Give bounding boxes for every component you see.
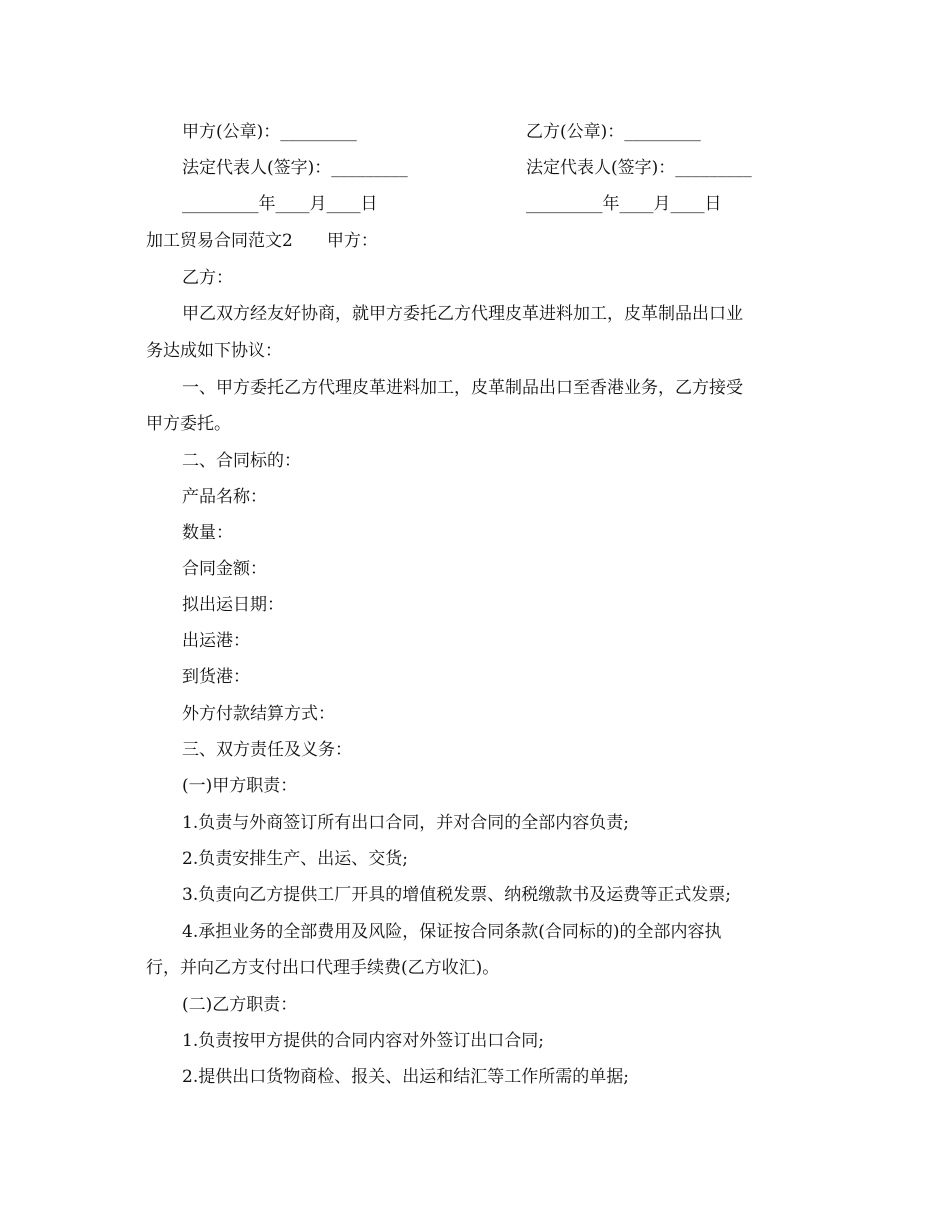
intro-paragraph-line-2: 务达成如下协议： xyxy=(146,341,282,361)
clause-1-line-1: 一、甲方委托乙方代理皮革进料加工，皮革制品出口至香港业务，乙方接受 xyxy=(182,378,743,398)
party-b-seal-line: 乙方(公章)：_________ xyxy=(526,122,701,142)
ship-date-field: 拟出运日期： xyxy=(182,595,284,615)
clause-2-heading: 二、合同标的： xyxy=(182,451,301,471)
port-of-destination-field: 到货港： xyxy=(182,667,250,687)
party-a-representative-line: 法定代表人(签字)：_________ xyxy=(182,158,408,178)
clause-1-line-2: 甲方委托。 xyxy=(146,414,231,434)
party-b-date-line: _________年____月____日 xyxy=(526,194,722,214)
port-of-loading-field: 出运港： xyxy=(182,631,250,651)
payment-method-field: 外方付款结算方式： xyxy=(182,704,335,724)
party-b-representative-line: 法定代表人(签字)：_________ xyxy=(526,158,752,178)
party-a-seal-line: 甲方(公章)：_________ xyxy=(182,122,357,142)
document-title: 加工贸易合同范文2 甲方： xyxy=(146,231,378,251)
party-b-duties-heading: (二)乙方职责： xyxy=(182,995,298,1015)
party-a-duty-3: 3.负责向乙方提供工厂开具的增值税发票、纳税缴款书及运费等正式发票; xyxy=(182,885,731,905)
party-a-date-line: _________年____月____日 xyxy=(182,194,378,214)
party-a-duty-1: 1.负责与外商签订所有出口合同，并对合同的全部内容负责; xyxy=(182,813,629,833)
party-a-duty-4-line-2: 行，并向乙方支付出口代理手续费(乙方收汇)。 xyxy=(146,958,500,978)
party-a-duties-heading: (一)甲方职责： xyxy=(182,776,298,796)
contract-amount-field: 合同金额： xyxy=(182,559,267,579)
party-a-duty-2: 2.负责安排生产、出运、交货; xyxy=(182,849,408,869)
party-b-duty-1: 1.负责按甲方提供的合同内容对外签订出口合同; xyxy=(182,1031,544,1051)
quantity-field: 数量： xyxy=(182,523,233,543)
clause-3-heading: 三、双方责任及义务： xyxy=(182,740,352,760)
party-b-duty-2: 2.提供出口货物商检、报关、出运和结汇等工作所需的单据; xyxy=(182,1067,629,1087)
party-b-label: 乙方： xyxy=(182,268,233,288)
party-a-duty-4-line-1: 4.承担业务的全部费用及风险，保证按合同条款(合同标的)的全部内容执 xyxy=(182,922,722,942)
intro-paragraph-line-1: 甲乙双方经友好协商，就甲方委托乙方代理皮革进料加工，皮革制品出口业 xyxy=(182,304,743,324)
product-name-field: 产品名称： xyxy=(182,487,267,507)
